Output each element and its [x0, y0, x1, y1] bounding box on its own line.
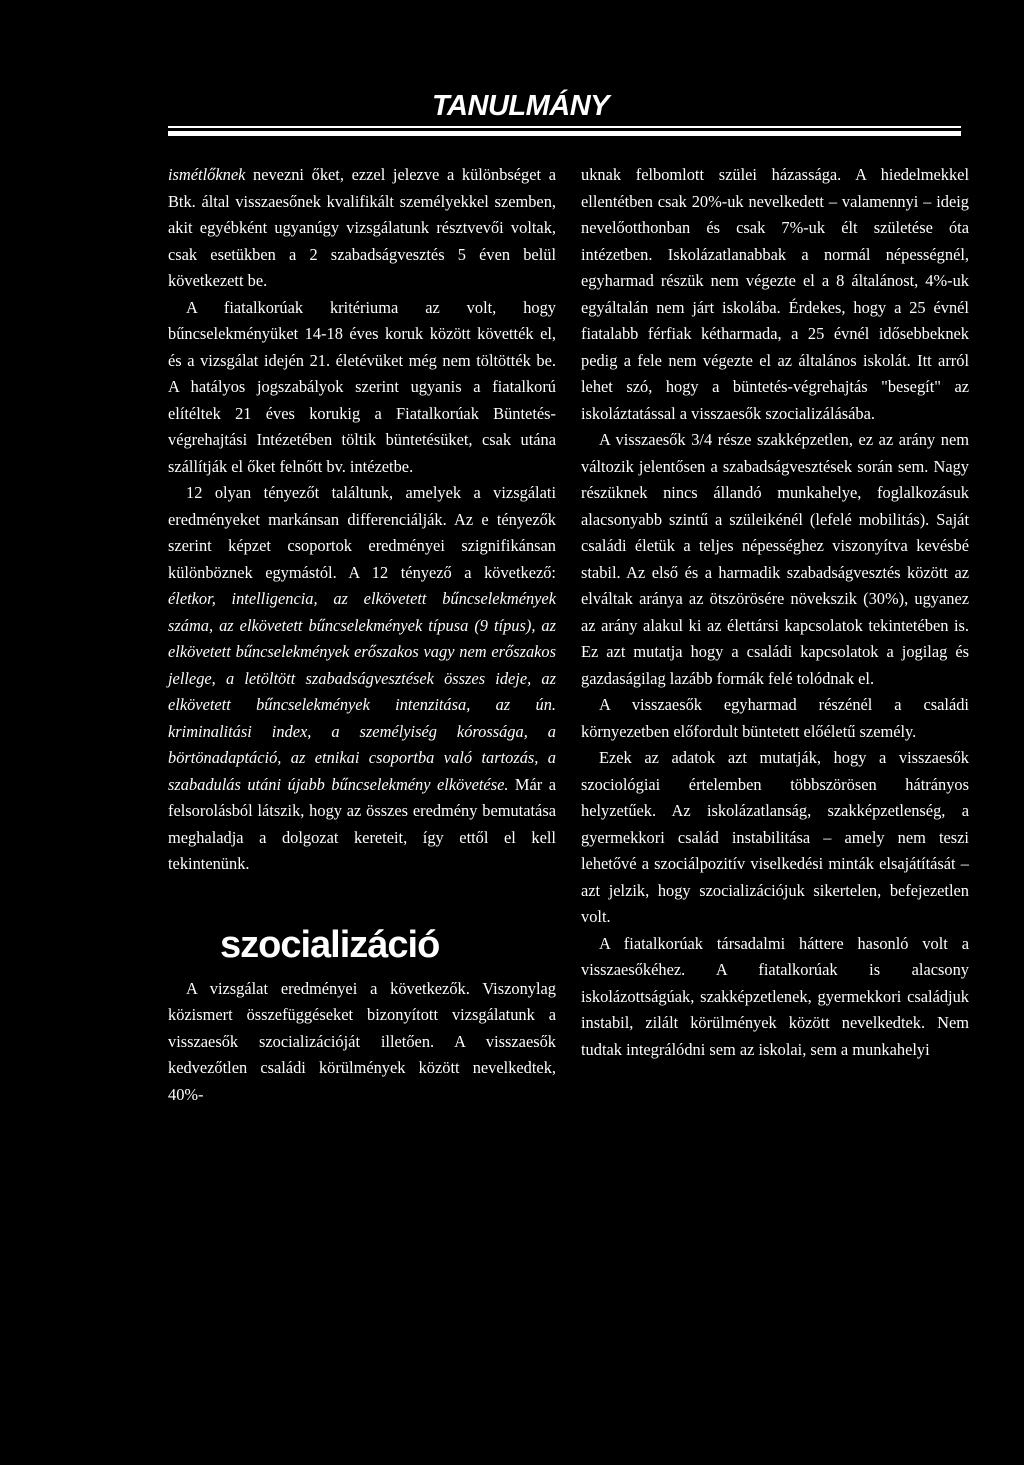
- right-paragraph-5: A fiatalkorúak társadalmi háttere hasonló volt a visszaesőkéhez. A fiatalkorúak is alacsony iskolázottságúak, szakképzetlenek, gyermekkori családjuk instabil, zilált körülmények között nevelkedtek. Nem tudtak integrálódni sem az iskolai, sem a munkahelyi: [581, 933, 969, 1059]
- left-paragraph-2: A fiatalkorúak kritériuma az volt, hogy bűncselekményüket 14-18 éves koruk között követték el, és a vizsgálat idején 21. életévüket még nem töltötték be. A hatályos jogszabályok szerint ugyanis a fiatalkorú elítéltek 21 éves korukig a Fiatalkorúak Büntetés-végrehajtási Intézetében töltik büntetésüket, csak utána szállítják el őket felnőtt bv. intézetbe.: [168, 297, 556, 476]
- left-column: [168, 162, 556, 1108]
- left-paragraph-3-italic: életkor, intelligencia, az elkövetett bűncselekmények száma, az elkövetett bűncselekmények típusa (9 típus), az elkövetett bűncselekmények erőszakos vagy nem erőszakos jellege, a letöltött szabadságvesztések összes ideje, az elkövetett bűncselekmények intenzitása, az ún. kriminalitási index, a személyiség kórossága, a börtönadaptáció, az etnikai csoportba való tartozás, a szabadulás utáni újabb bűncselekmény elkövetése.: [168, 589, 556, 794]
- right-paragraph-1: uknak felbomlott szülei házassága. A hiedelmekkel ellentétben csak 20%-uk nevelkedett – valamennyi – ideig nevelőotthonban és csak 7%-uk élt születése óta intézetben. Iskolázatlanabbak a normál népességnél, egyharmad részük nem végezte el a 8 általánost, 4%-uk egyáltalán nem járt iskolába. Érdekes, hogy a 25 évnél fiatalabb férfiak kétharmada, a 25 évnél idősebbeknek pedig a fele nem végezte el az általános iskolát. Itt arról lehet szó, hogy a büntetés-végrehajtás "besegít" az iskoláztatással a visszaesők szocializálásába.: [581, 165, 969, 423]
- right-paragraph-4: Ezek az adatok azt mutatják, hogy a visszaesők szociológiai értelemben többszörösen hátrányos helyzetűek. Az iskolázatlanság, szakképzetlenség, a gyermekkori család instabilitása – amely nem teszi lehetővé a szociálpozitív viselkedési minták elsajátítását – azt jelzik, hogy szocializációjuk sikertelen, befejezetlen volt.: [581, 748, 969, 926]
- left-paragraph-1-italic: ismétlőknek: [168, 165, 246, 184]
- header-rule-thin: [168, 126, 961, 128]
- header-rule-thick: [168, 131, 961, 136]
- left-paragraph-1: [168, 162, 556, 295]
- right-paragraph-3: A visszaesők egyharmad részénél a családi környezetben előfordult büntetett előéletű személy.: [581, 695, 969, 741]
- page-header-title: TANULMÁNY: [432, 90, 609, 122]
- right-paragraph-2: A visszaesők 3/4 része szakképzetlen, ez az arány nem változik jelentősen a szabadságvesztések során sem. Nagy részüknek nincs állandó munkahelye, foglalkozásuk alacsonyabb szintű a szüleikénél (lefelé mobilitás). Saját családi életük a teljes népességhez viszonyítva kevésbé stabil. Az első és a harmadik szabadságvesztés között az elváltak aránya az ötszörösére növekszik (30%), ugyanez az arány alakul ki az élettársi kapcsolatok tekintetében is. Ez azt mutatja hogy a családi kapcsolatok a jogilag és gazdaságilag lazább formák felé tolódnak el.: [581, 430, 969, 688]
- left-paragraph-3-start: 12 olyan tényezőt találtunk, amelyek a vizsgálati eredményeket markánsan differenciálják. Az e tényezők szerint képzet csoportok eredményei szignifikánsan különböznek egymástól. A 12 tényező a következő:: [168, 483, 556, 582]
- left-paragraph-4: A vizsgálat eredményei a következők. Viszonylag közismert összefüggéseket bizonyított vizsgálatunk a visszaesők szocializációját illetően. A visszaesők kedvezőtlen családi körülmények között nevelkedtek, 40%-: [168, 978, 556, 1104]
- left-paragraph-1-text: nevezni őket, ezzel jelezve a különbséget a Btk. által visszaesőnek kvalifikált személyekkel szemben, akit egyébként ugyanúgy vizsgálatunk résztvevői voltak, csak esetükben a 2 szabadságvesztés 5 éven belül következett be.: [168, 165, 556, 290]
- section-heading: szocializáció: [220, 923, 440, 966]
- right-column: [581, 162, 969, 1063]
- left-paragraph-3-end: Már a felsorolásból látszik, hogy az összes eredmény bemutatása meghaladja a dolgozat kereteit, így ettől el kell tekintenünk.: [168, 774, 556, 873]
- left-paragraph-3: [168, 480, 556, 878]
